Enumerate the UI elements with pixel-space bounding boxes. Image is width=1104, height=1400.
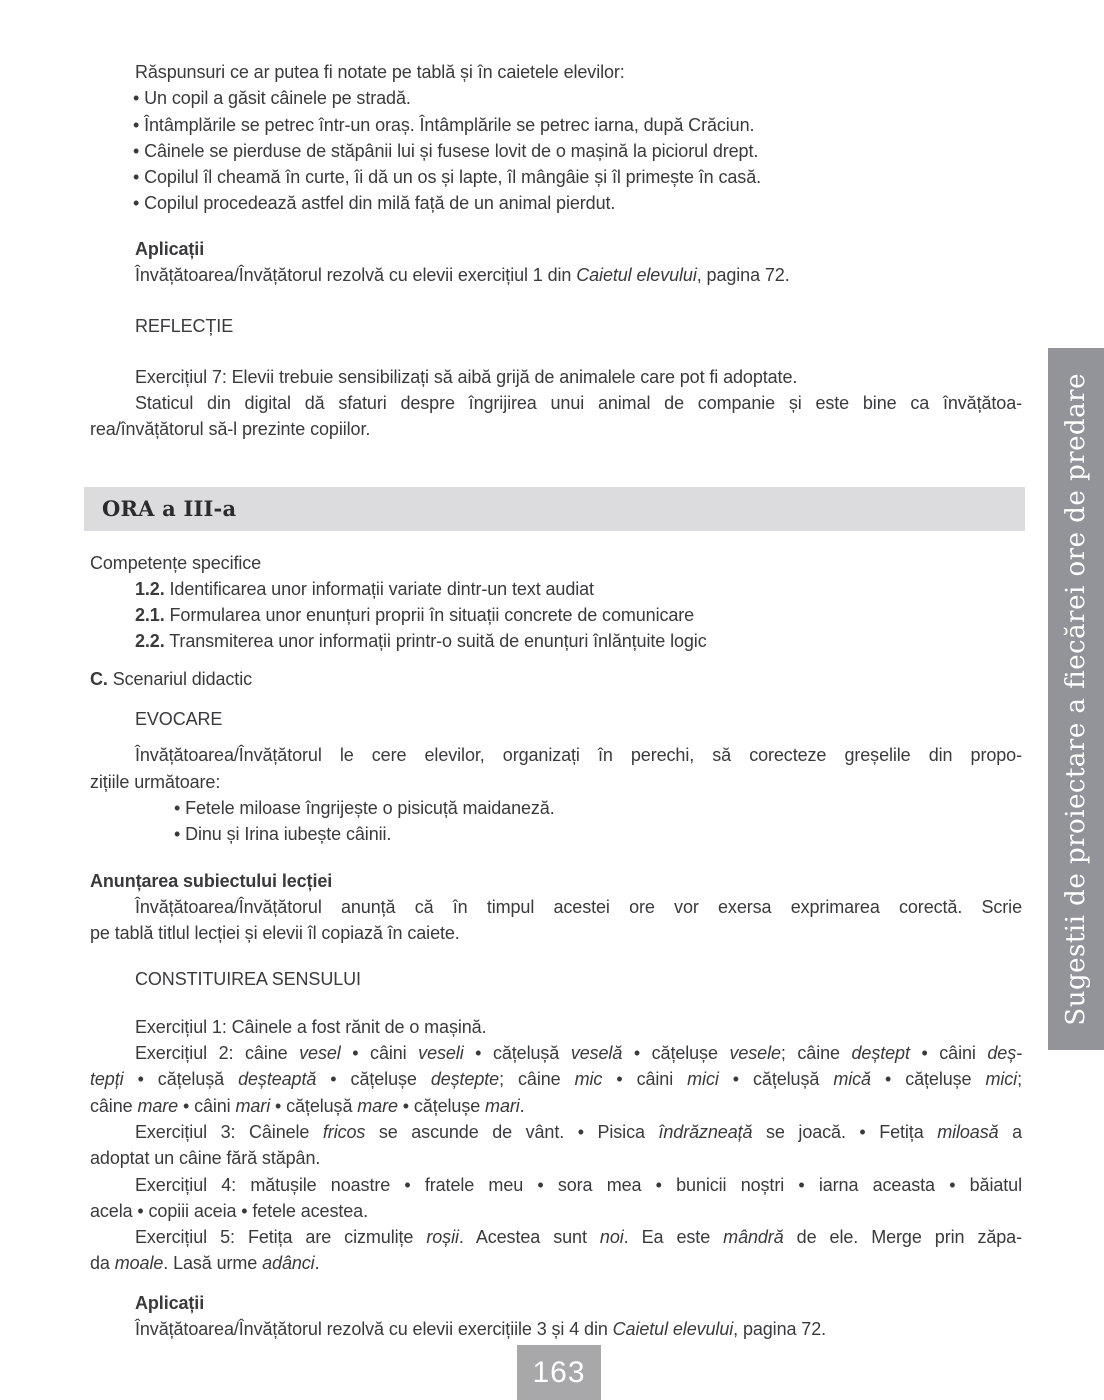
section-header-bar (84, 487, 1025, 531)
exercise-5-line: Exercițiul 5: Fetița are cizmulițe roșii. Acestea sunt noi. Ea este mândră de ele. Merge prin zăpa- (135, 1227, 1022, 1248)
aplicatii-heading: Aplicații (135, 1292, 205, 1313)
scenariu-section (90, 666, 1022, 692)
evocare-heading: EVOCARE (135, 709, 223, 730)
evocare-bullet: • Fetele miloase îngrijește o pisicuță maidaneză. (174, 797, 555, 818)
scenariu-heading: C. Scenariul didactic (90, 668, 252, 689)
exercise-2-line: Exercițiul 2: câine vesel • câini veseli • cățelușă veselă • cățelușe vesele; câine deștept • câini deș- (135, 1043, 1022, 1064)
evocare-body-section (90, 742, 1022, 847)
document-page-body (90, 59, 1022, 1342)
competente-heading: Competențe specifice (90, 552, 262, 573)
exercises-section (90, 1014, 1022, 1277)
competenta-item: 2.1. Formularea unor enunțuri proprii în situații concrete de comunicare (135, 605, 695, 626)
answers-intro-line: Răspunsuri ce ar putea fi notate pe tablă și în caietele elevilor: (135, 62, 625, 82)
exercise-7-line: Staticul din digital dă sfaturi despre îngrijirea unui animal de companie și este bine ca învățătoa- (135, 392, 1022, 413)
exercise-4-line: acela • copiii aceia • fetele acestea. (90, 1200, 368, 1221)
evocare-body-line: Învățătoarea/Învățătorul le cere elevilor, organizați în perechi, să corecteze greșelile din propo- (135, 745, 1022, 766)
reflectie-section (90, 313, 1022, 339)
exercise-1-line: Exercițiul 1: Câinele a fost rănit de o mașină. (135, 1016, 487, 1037)
page-number: 163 (532, 1355, 586, 1389)
competenta-item: 1.2. Identificarea unor informații variate dintr-un text audiat (135, 578, 594, 599)
chapter-tab-label: Sugestii de proiectare a fiecărei ore de predare (1061, 372, 1091, 1026)
exercise-2-line: tepți • cățelușă deșteaptă • cățelușe deștepte; câine mic • câini mici • cățelușă mică • cățelușe mici; (90, 1069, 1022, 1090)
answer-bullet: • Copilul procedează astfel din milă față de un animal pierdut. (133, 193, 616, 214)
exercise-5-line: da moale. Lasă urme adânci. (90, 1253, 320, 1274)
evocare-body-line: zițiile următoare: (90, 771, 221, 792)
reflectie-heading: REFLECȚIE (135, 316, 234, 337)
answers-section (90, 59, 1022, 217)
aplicatii-section-1 (90, 236, 1022, 289)
exercise-7-line: Exercițiul 7: Elevii trebuie sensibilizați să aibă grijă de animalele care pot fi adoptate. (135, 366, 798, 387)
aplicatii-body-line: Învățătoarea/Învățătorul rezolvă cu elevii exercițiile 3 și 4 din Caietul elevului, pagina 72. (135, 1318, 827, 1339)
anuntarea-body-line: pe tablă titlul lecției și elevii îl copiază în caiete. (90, 923, 460, 944)
anuntarea-heading: Anunțarea subiectului lecției (90, 870, 333, 891)
competente-section (90, 550, 1022, 655)
exercise-3-line: Exercițiul 3: Câinele fricos se ascunde de vânt. • Pisica îndrăzneață se joacă. • Fetița miloasă a (135, 1121, 1023, 1142)
constituirea-heading: CONSTITUIREA SENSULUI (135, 969, 361, 990)
section-header-label: ORA a III-a (102, 495, 237, 521)
page-number-badge (517, 1345, 601, 1400)
anuntarea-section (90, 868, 1022, 947)
exercise-2-line: câine mare • câini mari • cățelușă mare • cățelușe mari. (90, 1095, 525, 1116)
aplicatii-heading: Aplicații (135, 238, 205, 259)
answer-bullet: • Copilul îl cheamă în curte, îi dă un os și lapte, îl mângâie și îl primește în casă. (133, 167, 762, 188)
exercise-7-section (90, 364, 1022, 443)
exercise-7-line: rea/învățătorul să-l prezinte copiilor. (90, 419, 371, 440)
exercise-3-line: adoptat un câine fără stăpân. (90, 1148, 321, 1169)
constituirea-section (90, 966, 1022, 992)
evocare-title-section (90, 706, 1022, 732)
chapter-tab (1048, 348, 1104, 1050)
answer-bullet: • Câinele se pierduse de stăpânii lui și fusese lovit de o mașină la piciorul drept. (133, 140, 759, 161)
aplicatii-section-2 (90, 1290, 1022, 1343)
aplicatii-body-line: Învățătoarea/Învățătorul rezolvă cu elevii exercițiul 1 din Caietul elevului, pagina 72. (135, 265, 790, 286)
exercise-4-line: Exercițiul 4: mătușile noastre • fratele meu • sora mea • bunicii noștri • iarna aceasta • băiatul (135, 1174, 1022, 1195)
evocare-bullet: • Dinu și Irina iubește câinii. (174, 824, 392, 845)
answer-bullet: • Un copil a găsit câinele pe stradă. (133, 88, 411, 109)
answer-bullet: • Întâmplările se petrec într-un oraș. Întâmplările se petrec iarna, după Crăciun. (133, 114, 755, 135)
competenta-item: 2.2. Transmiterea unor informații printr-o suită de enunțuri înlănțuite logic (135, 631, 707, 652)
anuntarea-body-line: Învățătoarea/Învățătorul anunță că în timpul acestei ore vor exersa exprimarea corectă. Scrie (135, 896, 1022, 917)
